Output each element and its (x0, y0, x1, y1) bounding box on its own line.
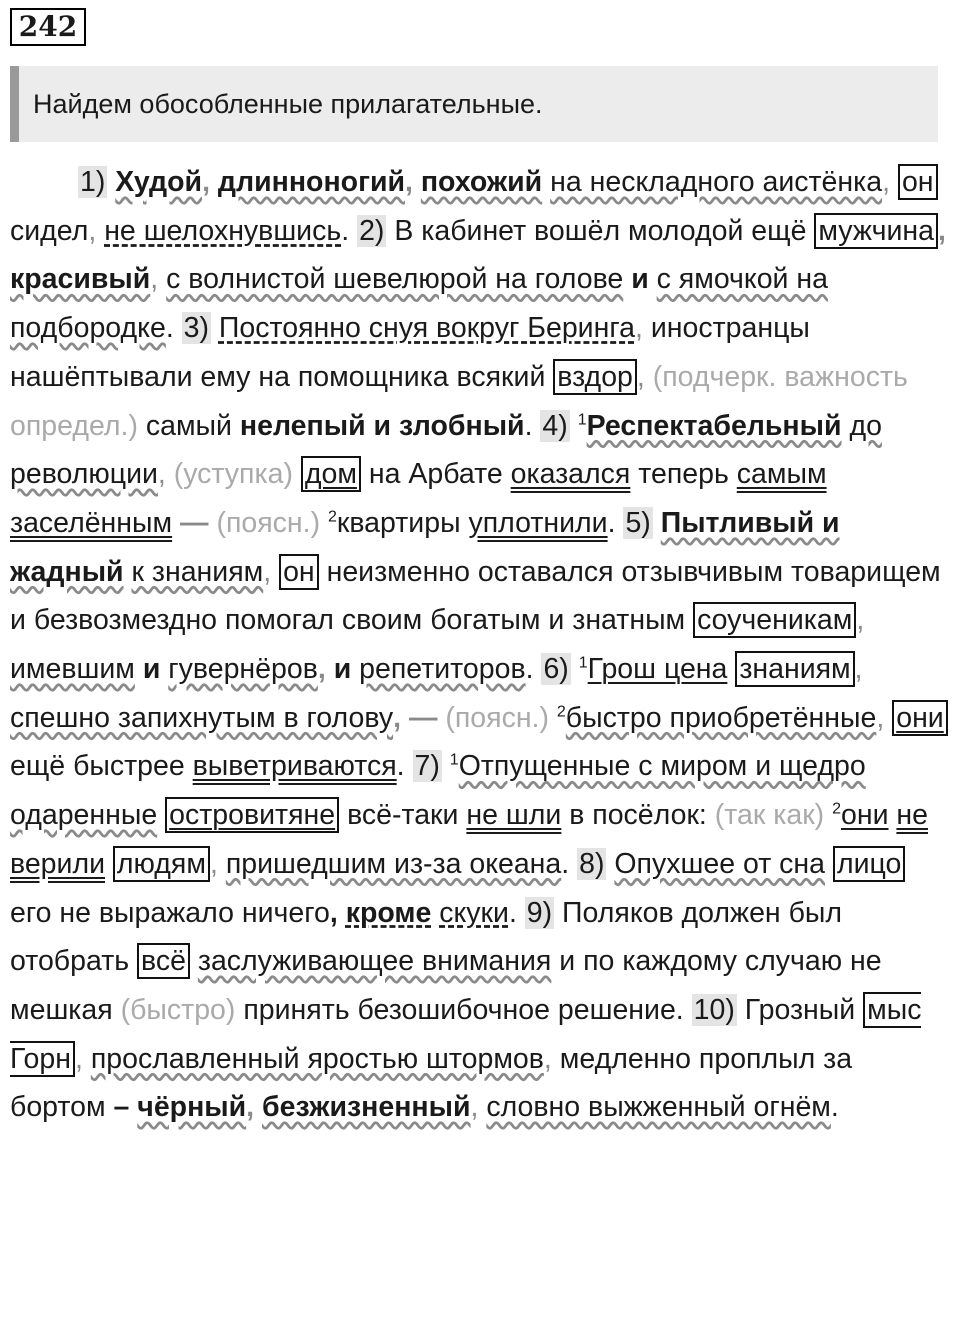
dependent-words: с ямочкой на подбородке (10, 263, 828, 345)
header-banner (10, 66, 938, 142)
defined-word: знаниям (735, 651, 854, 687)
sentence-number: 10) (693, 993, 735, 1026)
predicate: не верили (10, 799, 929, 880)
sentence-number: 6) (543, 653, 569, 686)
participle: пришедшим из-за океана (225, 847, 562, 880)
clause-marker: 1 (577, 411, 587, 429)
dash: — (180, 506, 209, 539)
sentence-number: 3) (183, 312, 209, 345)
text-fragment: теперь (638, 458, 729, 491)
defined-word: вздор (553, 359, 637, 395)
isolated-adjective: Худой (115, 166, 203, 198)
defined-word: людям (113, 846, 210, 882)
dash: — (408, 701, 438, 734)
dependent-words: репетиторов (359, 653, 526, 686)
predicate: самым заселённым (10, 458, 827, 539)
text-fragment: его не выражало ничего (10, 896, 330, 929)
sentence-number: 8) (579, 847, 605, 880)
note: (уступка) (173, 458, 293, 491)
dependent-words: на нескладного аистёнка (550, 166, 883, 198)
text-fragment: и по каждому случаю не мешкая (10, 945, 882, 1026)
clause-marker: 2 (556, 703, 566, 721)
isolated-adjective: Респектабельный (586, 409, 842, 442)
exercise-text: 1) Худой, длинноногий, похожий на нескладного аистёнка, он сидел, не шелохнувшись. 2) В кабинет вошёл молодой ещё мужчина , красивый, с волнистой шевелюрой на голове и с ямочкой на подбородке. 3) Постоянно снуя вокруг Беринга, иностранцы нашёптывали ему на помощника всякий вздор , (подчерк. важность определ.) самый нелепый и злобный. 4) $^1$Респектабельный до революции, (уступка) дом на Арбате оказался теперь самым заселённым — (поясн.) $^2$квартиры уплотнили. 5) Пытливый и жадный к знаниям, он неизменно оставался отзывчивым товарищем и безвозмездно помогал своим богатым и знатным соученикам , имевшим и гувернёров, и репетиторов. 6) $^1$Грош цена знаниям , спешно запихнутым в голову, — (поясн.) $^2$быстро приобретённые, они ещё быстрее выветриваются. 7) $^1$Отпущенные с миром и щедро одаренные островитяне всё-таки не шли в посёлок: (так как) $^2$они не верили людям , пришедшим из-за океана. 8) Опухшее от сна лицо его не выражало ничего, кроме скуки. 9) Поляков должен был отобрать всё заслуживающее внимания и по каждому случаю не мешкая (быстро) принять безошибочное решение. 10) Грозный мыс Горн , прославленный яростью штормов, медленно проплыл за бортом – чёрный, безжизненный, словно выжженный огнём. (10, 166, 946, 1124)
participle: прославленный яростью штормов (90, 1042, 544, 1075)
isolated-adjective: похожий (420, 166, 543, 198)
text-fragment: ещё быстрее (10, 750, 185, 783)
predicate: оказался (510, 458, 631, 491)
text-fragment: принять безошибочное решение. (243, 993, 684, 1026)
dependent-words: к знаниям (131, 555, 264, 588)
note: (поясн.) (445, 701, 549, 734)
subject: они (840, 799, 889, 832)
defined-word: он (279, 554, 319, 590)
isolated-adjective: нелепый и злобный (239, 409, 525, 442)
clause-marker: 2 (832, 800, 841, 818)
text-fragment: неизменно оставался отзывчивым товарищем и безвозмездно помогал своим богатым и знатным (10, 555, 941, 637)
exercise-number: 242 (10, 8, 86, 46)
isolated-adjective: длинноногий (217, 166, 405, 198)
adverbial: не шелохнувшись (104, 214, 342, 247)
defined-word: дом (301, 456, 361, 492)
sentence-number: 2) (359, 214, 385, 247)
text-fragment: сидел (10, 214, 89, 247)
sentence-number: 9) (526, 896, 553, 929)
dependent-words: гувернёров (168, 653, 318, 686)
isolated-adjective: красивый (10, 263, 151, 296)
defined-word: островитяне (165, 797, 339, 833)
note: (так как) (714, 799, 825, 832)
text-fragment: и (333, 653, 352, 686)
subject: Грош цена (587, 653, 728, 686)
note: (поясн.) (216, 506, 321, 539)
defined-word: мужчина (814, 213, 938, 249)
predicate: не шли (466, 799, 562, 832)
text-fragment: в посёлок: (569, 799, 707, 832)
participle: Отпущенные с миром и щедро одаренные (10, 750, 866, 832)
clause-marker: 1 (449, 751, 459, 769)
defined-word: лицо (833, 846, 905, 882)
note: (подчерк. важность определ.) (10, 360, 908, 442)
adverbial: Постоянно снуя вокруг Беринга (218, 312, 635, 345)
clause-marker: 1 (578, 654, 588, 672)
adverbial: скуки (439, 896, 509, 929)
participle: словно выжженный огнём (486, 1091, 831, 1124)
sentence-number: 7) (414, 750, 440, 783)
isolated-adjective: безжизненный (262, 1091, 471, 1124)
sentence-number: 1) (80, 166, 106, 198)
participle: заслуживающее внимания (197, 945, 552, 978)
clause-marker: 2 (327, 508, 337, 526)
text-fragment: на Арбате (368, 458, 503, 491)
text-fragment: самый (145, 409, 232, 442)
participle: спешно запихнутым в голову (10, 701, 394, 734)
defined-word: соученикам (693, 602, 856, 638)
defined-word: мыс Горн (10, 993, 922, 1075)
text-fragment: иностранцы нашёптывали ему на помощника всякий (10, 312, 810, 393)
dependent-words: с волнистой шевелюрой на голове (166, 263, 624, 296)
text-fragment: Грозный (744, 993, 856, 1026)
text-fragment: всё-таки (347, 799, 459, 832)
predicate: уплотнили (468, 506, 608, 539)
participle: имевшим (10, 653, 135, 686)
text-fragment: и (631, 263, 649, 296)
text-fragment: В кабинет вошёл молодой ещё (394, 214, 807, 247)
dash: – (113, 1091, 130, 1124)
sentence-number: 5) (625, 506, 651, 539)
text-fragment: медленно проплыл за бортом (10, 1042, 853, 1124)
isolated-adjective: чёрный (137, 1091, 247, 1124)
header-text: Найдем обособленные прилагательные. (33, 89, 543, 119)
predicate: выветриваются (192, 750, 397, 783)
defined-word: всё (137, 943, 190, 979)
participle: Опухшее от сна (614, 847, 826, 880)
note: (быстро) (120, 993, 236, 1026)
text-fragment: Поляков должен был отобрать (10, 896, 843, 978)
isolated-adjective: Пытливый и жадный (10, 506, 840, 588)
dependent-words: до революции (10, 409, 882, 491)
text-fragment: и (142, 653, 161, 686)
defined-word: он (898, 164, 938, 200)
participle: быстро приобретённые (565, 701, 877, 734)
adverbial: кроме (345, 896, 432, 929)
text-fragment: квартиры (336, 506, 461, 539)
defined-word: они (892, 700, 948, 736)
sentence-number: 4) (542, 409, 568, 442)
